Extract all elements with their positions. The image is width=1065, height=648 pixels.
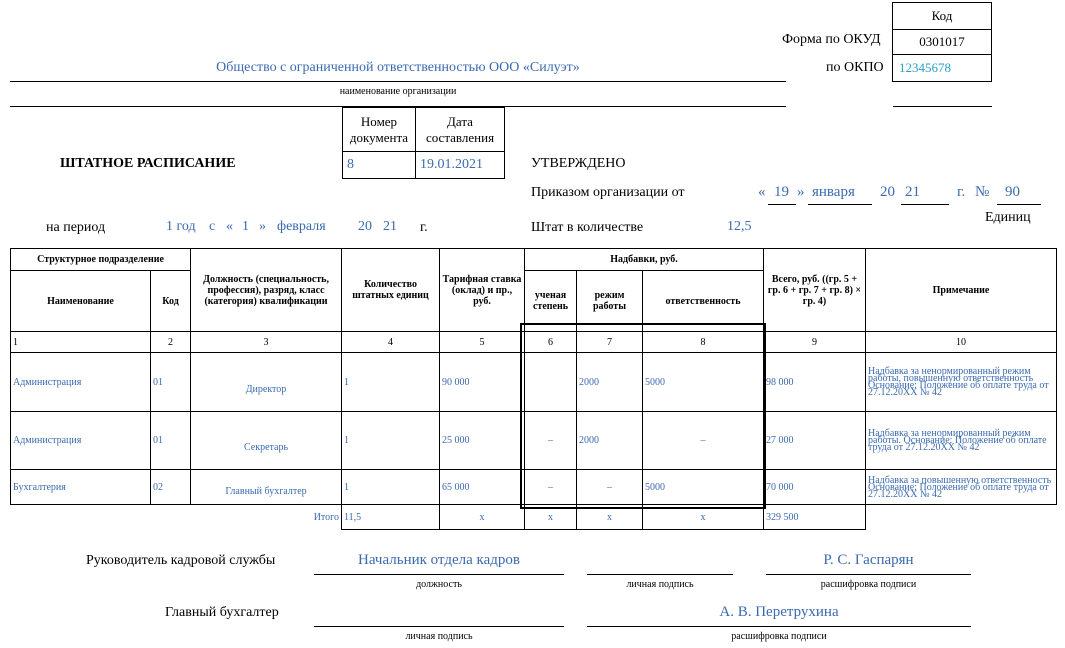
- staff-label: Штат в количестве: [531, 220, 644, 235]
- hr-label: Руководитель кадровой службы: [86, 553, 276, 568]
- col-number: 7: [577, 332, 643, 353]
- row-note: Надбавка за ненормированный режим работы. Основание: Положение об оплате труда от 27.12.20ХХ № 42: [866, 412, 1057, 470]
- period-quote-close: »: [259, 219, 266, 234]
- header-total: Всего, руб. ((гр. 5 + гр. 6 + гр. 7 + гр. 8) × гр. 4): [764, 249, 866, 332]
- total-label: Итого: [11, 505, 342, 530]
- row-position: Секретарь: [244, 442, 289, 453]
- hr-position: Начальник отдела кадров: [358, 552, 520, 568]
- header-structural-unit: Структурное подразделение: [11, 249, 191, 271]
- header-mode: режим работы: [577, 271, 643, 332]
- hr-position-caption: должность: [416, 579, 462, 590]
- total-count: 11,5: [342, 505, 440, 530]
- row-resp: –: [643, 412, 764, 470]
- accountant-name-line: [587, 626, 971, 627]
- row-total: 98 000: [764, 353, 866, 412]
- row-note: Надбавка за повышенную ответственность Основание: Положение об оплате труда от 27.12.20ХХ № 42: [866, 470, 1057, 505]
- row-position: Главный бухгалтер: [225, 485, 307, 497]
- approved-label: УТВЕРЖДЕНО: [531, 156, 626, 171]
- row-degree: –: [525, 470, 577, 505]
- row-mode: –: [577, 470, 643, 505]
- col-number: 2: [151, 332, 191, 353]
- okpo-label: по ОКПО: [826, 60, 884, 75]
- header-name: Наименование: [11, 271, 151, 332]
- total-degree: x: [525, 505, 577, 530]
- order-number-line: [997, 204, 1041, 205]
- header-allowances: Надбавки, руб.: [525, 249, 764, 271]
- accountant-name: А. В. Перетрухина: [719, 604, 839, 620]
- col-number: 4: [342, 332, 440, 353]
- header-degree: ученая степень: [525, 271, 577, 332]
- organization-line: [10, 81, 786, 82]
- okud-value: 0301017: [892, 29, 992, 55]
- order-label: Приказом организации от: [531, 185, 685, 200]
- col-number: 8: [643, 332, 764, 353]
- period-quote-open: «: [226, 219, 233, 234]
- col-number: 5: [440, 332, 525, 353]
- row-mode: 2000: [577, 412, 643, 470]
- row-resp: 5000: [643, 470, 764, 505]
- doc-number-label: Номер документа: [342, 107, 416, 152]
- staff-units: Единиц: [985, 210, 1031, 225]
- hr-name: Р. С. Гаспарян: [823, 552, 914, 568]
- total-mode: x: [577, 505, 643, 530]
- period-from: с: [209, 219, 216, 234]
- doc-number-value: 8: [342, 151, 416, 179]
- col-number: 9: [764, 332, 866, 353]
- row-rate: 65 000: [440, 470, 525, 505]
- header-rate: Тарифная ставка (оклад) и пр., руб.: [440, 249, 525, 332]
- order-year-line: [901, 204, 949, 205]
- row-code: 01: [151, 353, 191, 412]
- period-day: 1: [242, 219, 249, 234]
- okpo-value: 12345678: [892, 55, 992, 82]
- header-code: Код: [151, 271, 191, 332]
- order-month: января: [812, 184, 855, 200]
- col-number: 1: [11, 332, 151, 353]
- organization-caption: наименование организации: [339, 86, 457, 97]
- row-count: 1: [342, 412, 440, 470]
- total-sum: 329 500: [764, 505, 866, 530]
- order-g: г.: [957, 184, 966, 200]
- staff-value: 12,5: [727, 219, 752, 234]
- row-total: 27 000: [764, 412, 866, 470]
- period-year-prefix: 20: [358, 219, 372, 234]
- row-dept: Администрация: [11, 412, 151, 470]
- period-label: на период: [46, 220, 106, 235]
- hr-name-caption: расшифровка подписи: [820, 579, 917, 590]
- row-degree: –: [525, 412, 577, 470]
- hr-signature-caption: личная подпись: [626, 579, 694, 590]
- col-number: 3: [191, 332, 342, 353]
- row-count: 1: [342, 470, 440, 505]
- row-mode: 2000: [577, 353, 643, 412]
- total-rate: x: [440, 505, 525, 530]
- period-month: февраля: [277, 219, 326, 234]
- doc-date-value: 19.01.2021: [415, 151, 505, 179]
- period-g: г.: [420, 220, 428, 235]
- row-rate: 25 000: [440, 412, 525, 470]
- order-number: 90: [1005, 184, 1020, 200]
- row-count: 1: [342, 353, 440, 412]
- document-title: ШТАТНОЕ РАСПИСАНИЕ: [60, 156, 236, 171]
- header-position: Должность (специальность, профессия), разряд, класс (категория) квалификации: [191, 249, 342, 332]
- hr-position-line: [314, 574, 564, 575]
- row-dept: Бухгалтерия: [11, 470, 151, 505]
- okud-label: Форма по ОКУД: [782, 32, 881, 47]
- organization-name: Общество с ограниченной ответственностью ООО «Силуэт»: [216, 60, 580, 75]
- divider-line-right: [893, 106, 992, 107]
- order-year-suffix: 21: [905, 184, 920, 200]
- row-resp: 5000: [643, 353, 764, 412]
- accountant-signature-line: [314, 626, 564, 627]
- hr-name-line: [766, 574, 971, 575]
- header-count: Количество штатных единиц: [342, 249, 440, 332]
- accountant-name-caption: расшифровка подписи: [731, 631, 827, 642]
- period-year-suffix: 21: [383, 219, 397, 234]
- header-responsibility: ответственность: [643, 271, 764, 332]
- doc-date-label: Дата составления: [415, 107, 505, 152]
- hr-signature-line: [587, 574, 733, 575]
- order-day-line: [768, 204, 796, 205]
- accountant-signature-caption: личная подпись: [405, 631, 473, 642]
- order-day: 19: [774, 184, 789, 200]
- order-quote-open: «: [758, 184, 766, 200]
- total-resp: x: [643, 505, 764, 530]
- row-code: 02: [151, 470, 191, 505]
- allowances-highlight-frame: [520, 323, 766, 509]
- row-rate: 90 000: [440, 353, 525, 412]
- col-number: 6: [525, 332, 577, 353]
- header-note: Примечание: [866, 249, 1057, 332]
- col-number: 10: [866, 332, 1057, 353]
- row-total: 70 000: [764, 470, 866, 505]
- period-duration: 1 год: [166, 219, 196, 234]
- row-dept: Администрация: [11, 353, 151, 412]
- row-note: Надбавка за ненормированный режим работы, повышенную ответственность Основание: Положение об оплате труда от 27.12.20ХХ № 42: [866, 353, 1057, 412]
- order-month-line: [808, 204, 872, 205]
- order-year-prefix: 20: [880, 184, 895, 200]
- code-header: Код: [892, 2, 992, 29]
- accountant-label: Главный бухгалтер: [165, 605, 279, 620]
- row-code: 01: [151, 412, 191, 470]
- row-position: Директор: [245, 383, 287, 395]
- order-no-sign: №: [975, 184, 990, 200]
- order-quote-close: »: [797, 184, 805, 200]
